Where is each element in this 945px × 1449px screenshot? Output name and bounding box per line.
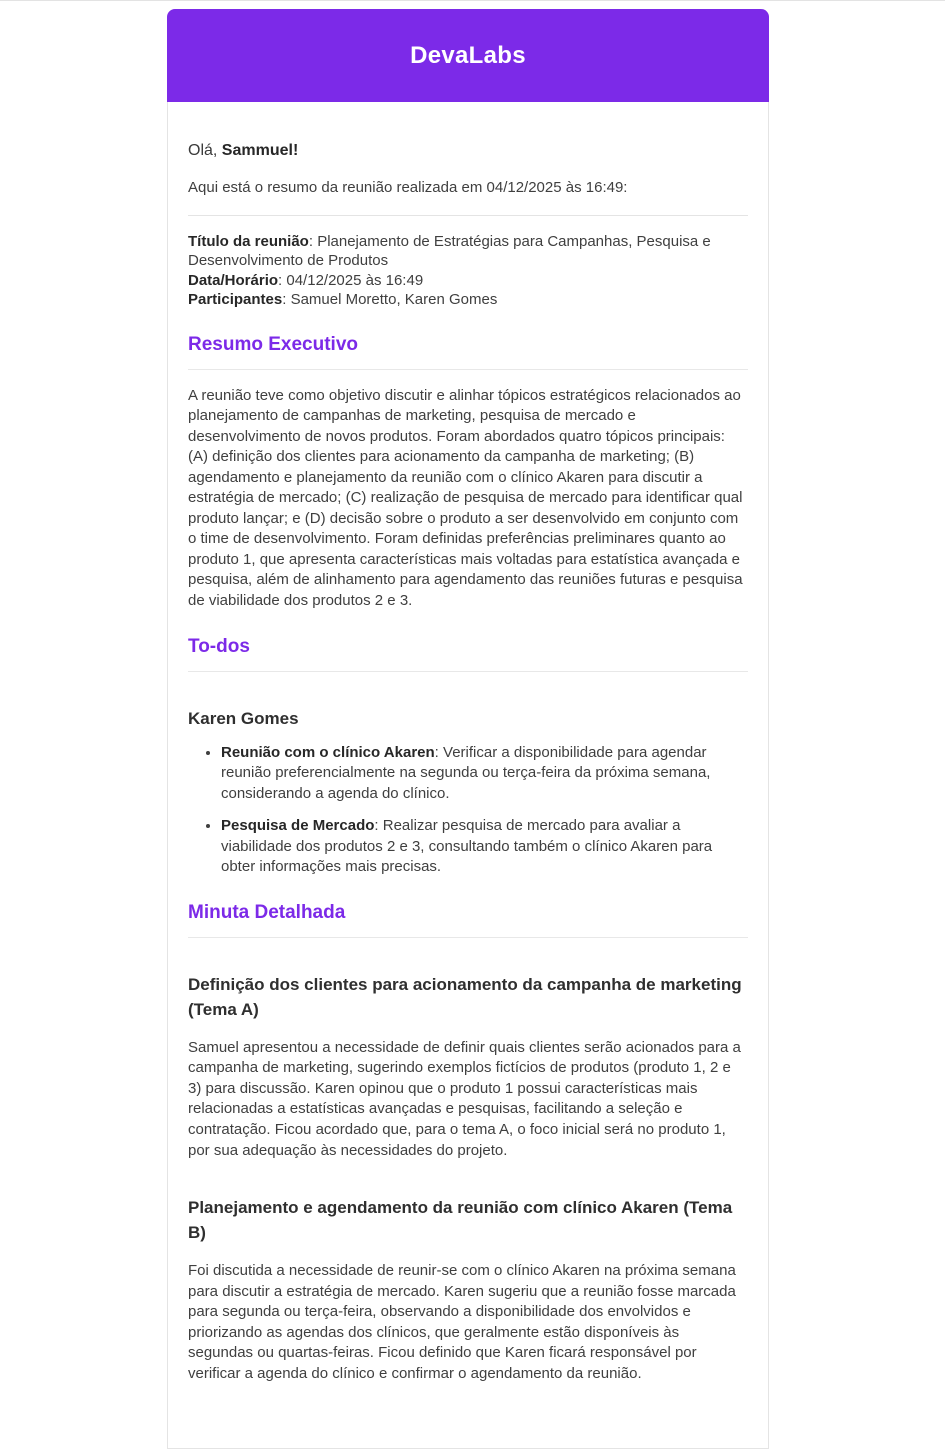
todo-list bbox=[188, 743, 748, 878]
section-title-todos: To-dos bbox=[188, 636, 748, 672]
todo-item-reuniao-akaren bbox=[221, 743, 748, 805]
todo-item-text: Verificar a disponibilidade para agendar reunião preferencialmente na segunda ou terça-feira da próxima semana, considerando a agenda do clínico. bbox=[221, 743, 711, 802]
meta-value: Planejamento de Estratégias para Campanhas, Pesquisa e Desenvolvimento de Produtos bbox=[188, 232, 711, 270]
divider bbox=[188, 215, 748, 216]
todo-item-pesquisa-mercado bbox=[221, 816, 748, 878]
meta-value: Samuel Moretto, Karen Gomes bbox=[290, 291, 498, 309]
meta-label: Participantes bbox=[188, 291, 283, 309]
topic-text-tema-b: Foi discutida a necessidade de reunir-se com o clínico Akaren na próxima semana para discutir a estratégia de mercado. Karen sugeriu que a reunião fosse marcada para segunda ou terça-feira, observando a disponibilidade dos envolvidos e priorizando as agendas dos clínicos, que geralmente estão disponíveis às segundas ou quartas-feiras. Ficou definido que Karen ficará responsável por verificar a agenda do clínico e confirmar o agendamento da reunião. bbox=[188, 1262, 736, 1382]
meta-participants bbox=[188, 290, 748, 310]
email-body bbox=[167, 102, 769, 1449]
meta-label: Título da reunião bbox=[188, 232, 309, 250]
resumo-executivo-text: A reunião teve como objetivo discutir e alinhar tópicos estratégicos relacionados ao planejamento de campanhas de marketing, pesquisa de mercado e desenvolvimento de novos produtos. Foram abordados quatro tópicos principais: (A) definição dos clientes para acionamento da campanha de marketing; (B) agendamento e planejamento da reunião com o clínico Akaren para discutir a estratégia de mercado; (C) realização de pesquisa de mercado para identificar qual produto lançar; e (D) decisão sobre o produto a ser desenvolvido em conjunto com o time de desenvolvimento. Foram definidas preferências preliminares quanto ao produto 1, que apresenta características mais voltadas para estatística avançada e pesquisa, além de alinhamento para agendamento das reuniões futuras e pesquisa de viabilidade dos produtos 2 e 3. bbox=[188, 386, 743, 610]
todo-item-text: Realizar pesquisa de mercado para avaliar a viabilidade dos produtos 2 e 3, consultando também o clínico Akaren para obter informações mais precisas. bbox=[221, 817, 713, 876]
meta-separator: : bbox=[278, 271, 287, 289]
greeting-prefix: Olá, bbox=[188, 142, 222, 159]
todo-separator: : bbox=[374, 817, 383, 835]
section-title-minuta-detalhada: Minuta Detalhada bbox=[188, 902, 748, 938]
meta-separator: : bbox=[282, 291, 291, 309]
greeting bbox=[188, 142, 748, 160]
topic-text-tema-a: Samuel apresentou a necessidade de definir quais clientes serão acionados para a campanha de marketing, sugerindo exemplos fictícios de produtos (produto 1, 2 e 3) para discussão. Karen opinou que o produto 1 possui características mais relacionadas a estatísticas avançadas e pesquisas, facilitando a seleção e contratação. Ficou acordado que, para o tema A, o foco inicial será no produto 1, por sua adequação às necessidades do projeto. bbox=[188, 1038, 741, 1159]
meta-label: Data/Horário bbox=[188, 271, 279, 289]
meta-separator: : bbox=[308, 232, 318, 250]
recipient-name: Sammuel! bbox=[221, 142, 299, 159]
meeting-meta bbox=[188, 232, 748, 310]
meta-meeting-title bbox=[188, 232, 748, 271]
meta-value: 04/12/2025 às 16:49 bbox=[286, 271, 424, 289]
todo-item-label: Pesquisa de Mercado bbox=[221, 817, 375, 835]
meta-datetime bbox=[188, 271, 748, 291]
todo-item-label: Reunião com o clínico Akaren bbox=[221, 743, 435, 761]
todos-assignee: Karen Gomes bbox=[188, 708, 299, 728]
intro-text: Aqui está o resumo da reunião realizada em 04/12/2025 às 16:49: bbox=[188, 179, 628, 196]
email-header bbox=[167, 9, 769, 102]
section-title-resumo-executivo: Resumo Executivo bbox=[188, 334, 748, 370]
todo-separator: : bbox=[434, 743, 444, 761]
topic-heading-tema-a: Definição dos clientes para acionamento da campanha de marketing (Tema A) bbox=[188, 974, 742, 1019]
brand-title: DevaLabs bbox=[410, 41, 526, 69]
topic-heading-tema-b: Planejamento e agendamento da reunião com clínico Akaren (Tema B) bbox=[188, 1198, 733, 1243]
email-card bbox=[167, 9, 769, 1449]
